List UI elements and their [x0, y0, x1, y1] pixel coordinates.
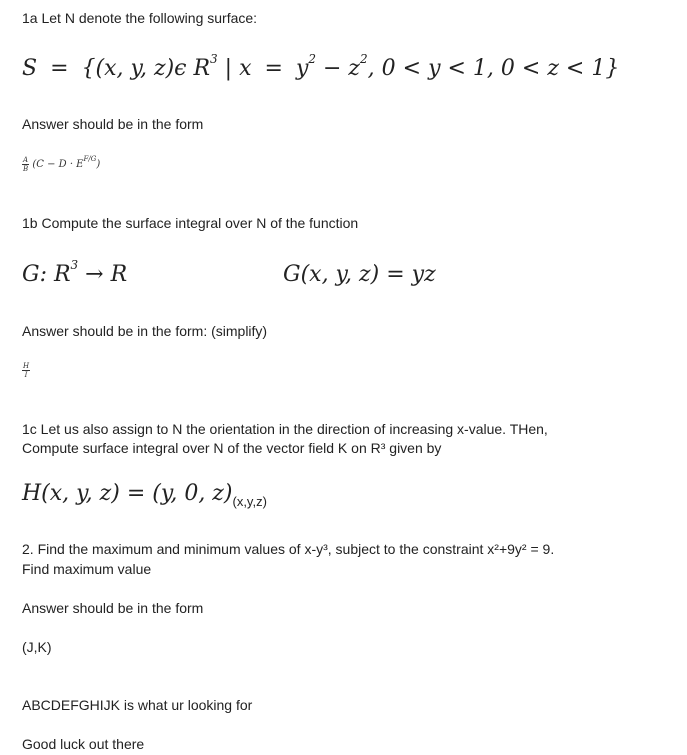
q2-line2: Find maximum value — [22, 561, 152, 577]
q1b-answer-form — [22, 362, 30, 379]
eq-lhs: S — [22, 56, 38, 81]
frac-den-b: B — [23, 165, 29, 173]
frac-den-i: I — [24, 371, 28, 379]
eq-sup-z: 2 — [360, 52, 368, 66]
eq-sign: = — [50, 56, 69, 81]
q1b-fraction — [22, 362, 30, 379]
q1a-form-label: Answer should be in the form — [22, 116, 204, 132]
footer-line2: Good luck out there — [22, 736, 145, 752]
frac-num-h: H — [23, 362, 30, 370]
eq-set-open: {(x, y, z)ϵ R — [81, 56, 211, 81]
eq-sup-3: 3 — [210, 52, 218, 66]
eq-minus-z: − z — [316, 56, 361, 81]
eq-rest: , 0 < y < 1, 0 < z < 1} — [367, 56, 620, 81]
g-map-arrow: → R — [78, 262, 128, 287]
vector-field-sub: (x,y,z) — [232, 494, 267, 509]
g-map-lhs: G: R — [22, 262, 71, 287]
surface-equation — [22, 54, 619, 86]
g-function: G(x, y, z) = yz — [283, 262, 436, 287]
q1a-answer-form — [22, 156, 100, 173]
frac-num-a: A — [23, 156, 29, 164]
form-body: (C − D · E — [32, 159, 84, 170]
form-close: ) — [96, 159, 101, 170]
g-map — [22, 260, 127, 292]
eq-y: y — [295, 56, 309, 81]
vector-field-main: H(x, y, z) = (y, 0, z) — [22, 481, 233, 506]
q1b-intro: 1b Compute the surface integral over N of the function — [22, 215, 359, 231]
q2-line1: 2. Find the maximum and minimum values of x-y³, subject to the constraint x²+9y² = 9. — [22, 541, 555, 557]
q1c-line1: 1c Let us also assign to N the orientation in the direction of increasing x-value. THen, — [22, 421, 548, 437]
g-map-sup: 3 — [70, 258, 79, 272]
q2-form-label: Answer should be in the form — [22, 600, 204, 616]
vector-field — [22, 479, 267, 511]
q2-form: (J,K) — [22, 639, 52, 655]
form-exp: F/G — [83, 155, 97, 163]
eq-sup-y: 2 — [308, 52, 317, 66]
eq-bar-x: | x — [217, 56, 252, 81]
q1b-form-label: Answer should be in the form: (simplify) — [22, 323, 268, 339]
footer-line1: ABCDEFGHIJK is what ur looking for — [22, 697, 253, 713]
q1a-intro: 1a Let N denote the following surface: — [22, 10, 258, 26]
q1a-fraction — [22, 156, 29, 173]
eq-sign-2: = — [264, 56, 283, 81]
q1c-line2: Compute surface integral over N of the vector field K on R³ given by — [22, 440, 442, 456]
